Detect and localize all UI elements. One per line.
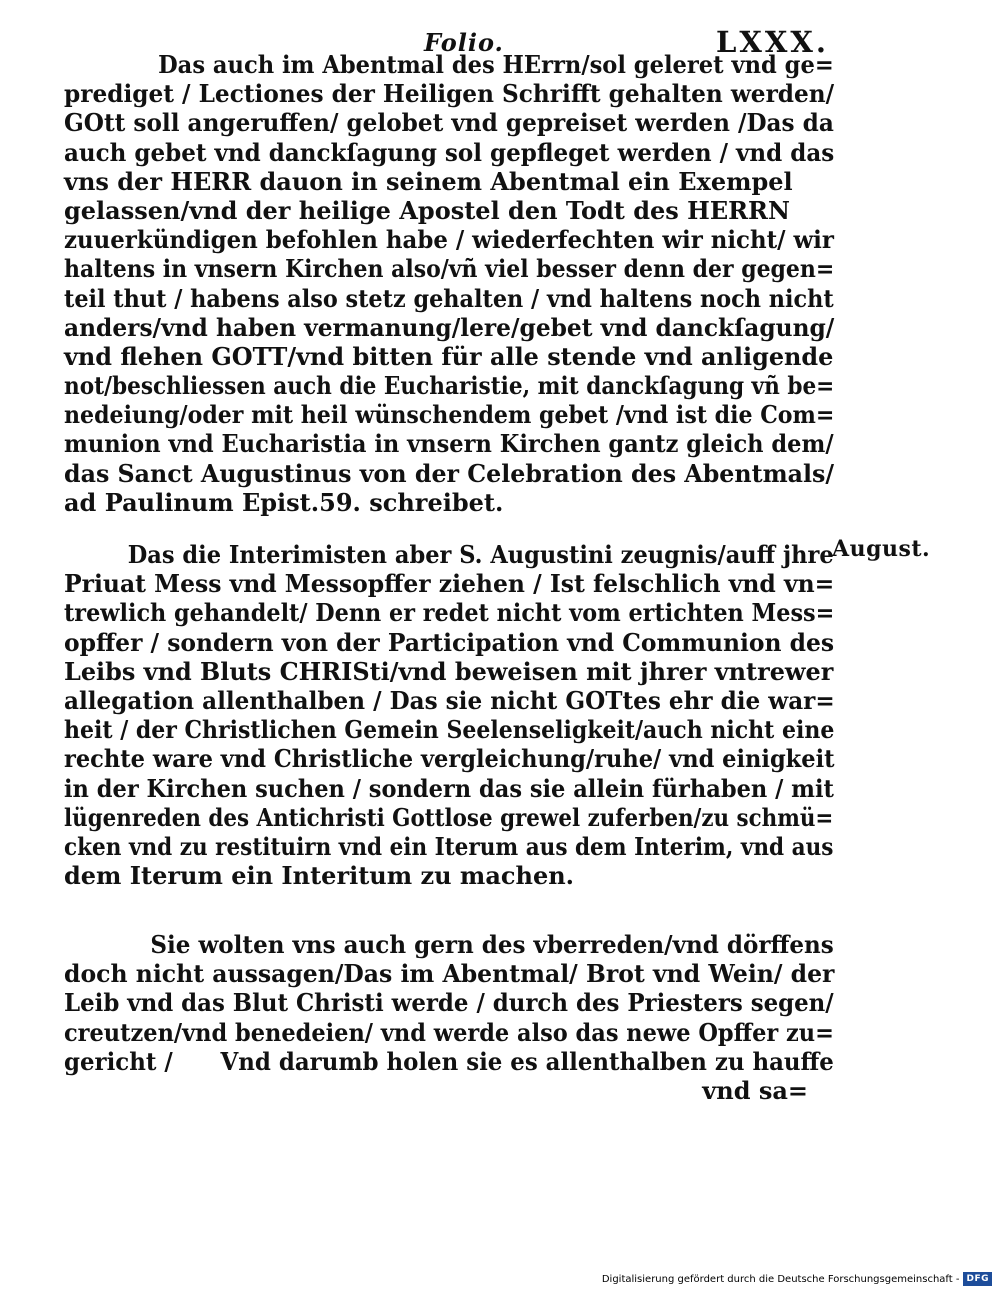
text-line: anders/vnd haben vermanung/lere/gebet vnd danckſagung/ — [64, 312, 835, 342]
text-line: Das auch im Abentmal des HErrn/sol geleret vnd ge= — [158, 50, 834, 79]
text-line: dem Iterum ein Interitum zu machen. — [64, 861, 575, 891]
paragraph-2 — [64, 540, 834, 890]
text-line: rechte ware vnd Christliche vergleichung/ruhe/ vnd einigkeit — [64, 744, 835, 774]
paragraph-1 — [64, 50, 834, 517]
text-line: haltens in vnsern Kirchen also/vñ viel besser denn der gegen= — [64, 254, 835, 284]
text-line: teil thut / habens also stetz gehalten / vnd haltens noch nicht — [64, 283, 834, 313]
text-line: munion vnd Eucharistia in vnsern Kirchen gantz gleich dem/ — [64, 429, 834, 459]
text-line: gericht / Vnd darumb holen sie es allenthalben zu hauffe — [64, 1046, 834, 1076]
footer — [602, 1271, 992, 1287]
margin-note: August. — [832, 536, 931, 562]
text-line: nedeiung/oder mit heil wünschendem gebet /vnd ist die Com= — [64, 400, 835, 430]
dfg-logo: DFG — [963, 1272, 992, 1286]
paragraph-3 — [64, 930, 834, 1105]
text-line: creutzen/vnd benedeien/ vnd werde also das newe Opffer zu= — [64, 1017, 834, 1047]
text-line: ad Paulinum Epist.59. schreibet. — [64, 487, 504, 517]
text-line: lügenreden des Antichristi Gottlose grewel zuferben/zu schmü= — [64, 802, 834, 832]
text-line: Das die Interimisten aber S. Augustini zeugnis/auff jhre — [127, 540, 834, 569]
text-line: vnd flehen GOTT/vnd bitten für alle stende vnd anligende — [64, 341, 834, 371]
text-line: opffer / sondern von der Participation vnd Communion des — [64, 627, 835, 657]
text-line: Sie wolten vns auch gern des vberreden/vnd dörffens — [150, 930, 834, 959]
text-line: GOtt soll angeruffen/ gelobet vnd gepreiset werden /Das da — [64, 108, 834, 138]
text-line: heit / der Christlichen Gemein Seelenseligkeit/auch nicht eine — [64, 715, 835, 745]
text-line: vns der HERR dauon in seinem Abentmal ein Exempel — [64, 166, 793, 196]
text-line: prediget / Lectiones der Heiligen Schrifft gehalten werden/ — [64, 79, 835, 109]
text-line: cken vnd zu restituirn vnd ein Iterum aus dem Interim, vnd aus — [64, 831, 834, 861]
catchword: vnd sa= — [702, 1075, 808, 1105]
text-line: in der Kirchen suchen / sondern das sie allein fürhaben / mit — [64, 773, 834, 803]
text-line: zuuerkündigen befohlen habe / wiederfechten wir nicht/ wir — [64, 225, 834, 255]
text-line: Leibs vnd Bluts CHRISti/vnd beweisen mit jhrer vntrewer — [64, 656, 834, 686]
text-line: allegation allenthalben / Das sie nicht GOTtes ehr die war= — [64, 685, 835, 715]
text-line: das Sanct Augustinus von der Celebration des Abentmals/ — [64, 458, 835, 488]
text-line: Priuat Mess vnd Messopffer ziehen / Ist felschlich vnd vn= — [64, 569, 835, 599]
text-line: gelassen/vnd der heilige Apostel den Todt des HERRN — [64, 195, 790, 225]
footer-credit: Digitalisierung gefördert durch die Deutsche Forschungsgemeinschaft - — [601, 1273, 960, 1285]
text-line: not/beschliessen auch die Eucharistie, mit danckſagung vñ be= — [64, 371, 835, 401]
folio-label: Folio. — [424, 28, 504, 57]
text-line: doch nicht aussagen/Das im Abentmal/ Brot vnd Wein/ der — [64, 959, 835, 989]
text-line: trewlich gehandelt/ Denn er redet nicht vom ertichten Mess= — [64, 598, 835, 628]
text-line: Leib vnd das Blut Christi werde / durch des Priesters segen/ — [64, 988, 834, 1018]
folio-number: LXXX. — [716, 25, 829, 59]
text-line: auch gebet vnd danckſagung sol gepfleget werden / vnd das — [64, 137, 835, 167]
